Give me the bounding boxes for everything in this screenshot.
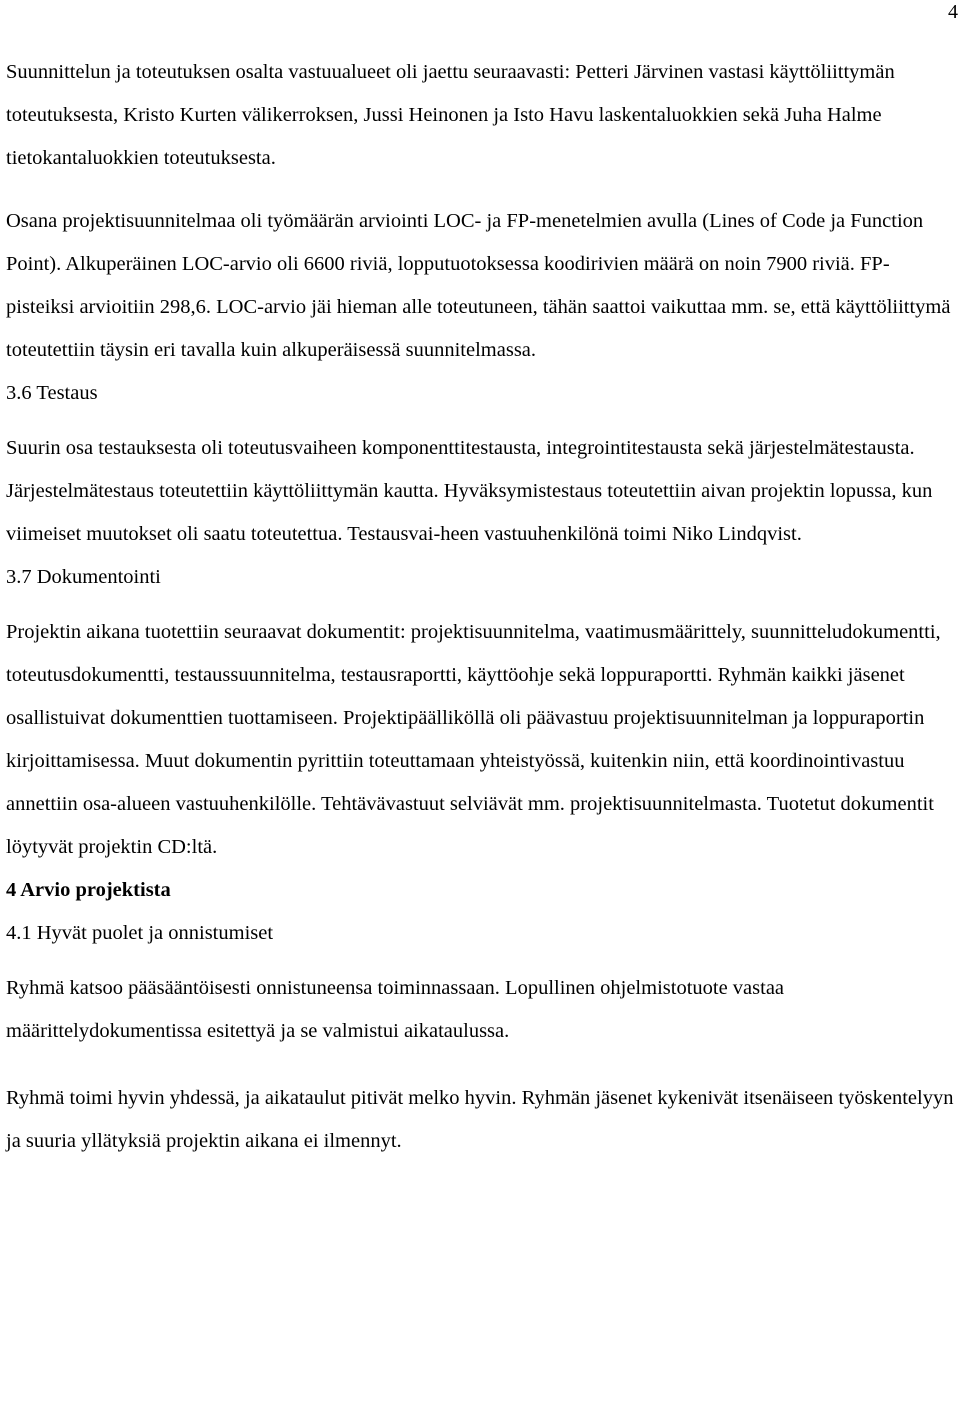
- heading-documentation: 3.7 Dokumentointi: [6, 566, 161, 588]
- paragraph-effort-estimate: Osana projektisuunnitelmaa oli työmäärän arviointi LOC- ja FP-menetelmien avulla (Lines of Code ja Function Point). Alkuperäinen LOC-arvio oli 6600 riviä, lopputuotoksessa koodirivien määrä on noin 7900 riviä. FP-pisteiksi arvioitiin 298,6. LOC-arvio jäi hieman alle toteutuneen, tähän saattoi vaikuttaa mm. se, että käyttöliittymä toteutettiin täysin eri tavalla kuin alkuperäisessä suunnitelmassa.: [6, 210, 951, 361]
- paragraph-responsibilities: Suunnittelun ja toteutuksen osalta vastuualueet oli jaettu seuraavasti: Petteri Järvinen vastasi käyttöliittymän toteutuksesta, Kristo Kurten välikerroksen, Jussi Heinonen ja Isto Havu laskentaluokkien sekä Juha Halme tietokantaluokkien toteutuksesta.: [6, 61, 895, 169]
- paragraph-testing: Suurin osa testauksesta oli toteutusvaiheen komponenttitestausta, integrointitestausta sekä järjestelmätestausta. Järjestelmätestaus toteutettiin käyttöliittymän kautta. Hyväksymistestaus toteutettiin aivan projektin lopussa, kun viimeiset muutokset oli saatu toteutettua. Testausvai-heen vastuuhenkilönä toimi Niko Lindqvist.: [6, 437, 933, 545]
- heading-successes: 4.1 Hyvät puolet ja onnistumiset: [6, 922, 274, 944]
- heading-testing: 3.6 Testaus: [6, 382, 98, 404]
- document-body: [6, 51, 956, 1163]
- paragraph-documentation: Projektin aikana tuotettiin seuraavat dokumentit: projektisuunnitelma, vaatimusmäärittely, suunnitteludokumentti, toteutusdokumentti, testaussuunnitelma, testausraportti, käyttöohje sekä loppuraportti. Ryhmän kaikki jäsenet osallistuivat dokumenttien tuottamiseen. Projektipäälliköllä oli päävastuu projektisuunnitelman ja loppuraportin kirjoittamisessa. Muut dokumentin pyrittiin toteuttamaan yhteistyössä, kuitenkin niin, että koordinointivastuu annettiin osa-alueen vastuuhenkilölle. Tehtävävastuut selviävät mm. projektisuunnitelmasta. Tuotetut dokumentit löytyvät projektin CD:ltä.: [6, 621, 941, 858]
- page-number: 4: [948, 1, 958, 23]
- paragraph-teamwork: Ryhmä toimi hyvin yhdessä, ja aikataulut pitivät melko hyvin. Ryhmän jäsenet kykenivät itsenäiseen työskentelyyn ja suuria yllätyksiä projektin aikana ei ilmennyt.: [6, 1087, 954, 1152]
- paragraph-successes: Ryhmä katsoo pääsääntöisesti onnistuneensa toiminnassaan. Lopullinen ohjelmistotuote vastaa määrittelydokumentissa esitettyä ja se valmistui aikataulussa.: [6, 977, 785, 1042]
- heading-project-evaluation: 4 Arvio projektista: [6, 879, 171, 901]
